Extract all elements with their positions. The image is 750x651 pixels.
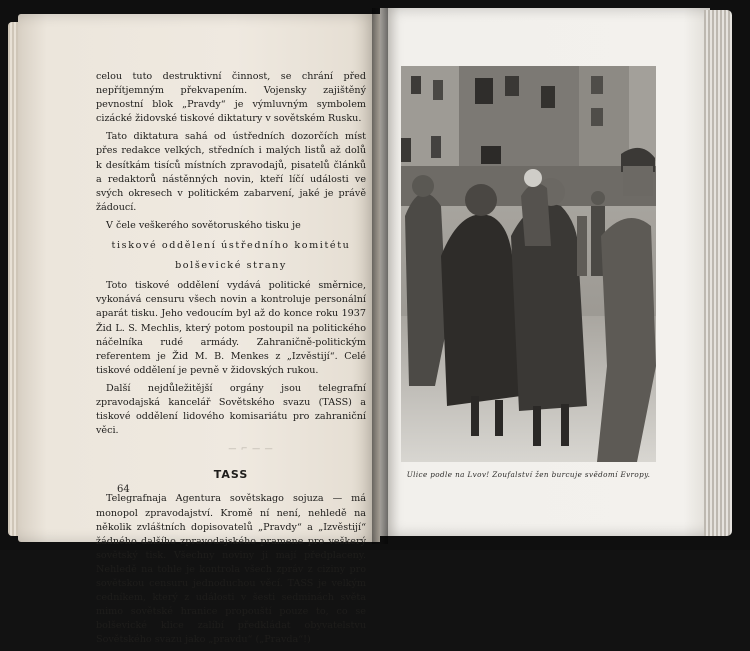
spaced-heading-line-2: bolševické strany	[175, 260, 287, 272]
photo-caption: Ulice podle na Lvov! Zoufalství žen burcuje svědomí Evropy.	[406, 470, 651, 479]
photograph	[401, 66, 656, 462]
paragraph: Telegrafnaja Agentura sovětskago sojuza — má monopol zpravodajství. Kromě ní není, nehledě na několik zvláštních dopisovatelů „Pravdy“ a „Izvěstijí“ žádného dalšího zpravodajského pramene pro veškerý sovětský tisk. Všechny noviny ji mají předplaceny. Nehledě na tohle je kontrola všech zpráv z ciziny pro sovětskou censuru jednoduchou věcí. TASS je velkým cedníkem, který z události v šesti sedminách světa mimo sovětské hranice propouští pouze to, co se bolševické klice zalíbí předkládat obyvatelstvu Sovětského svazu jako „pravdu“ („Pravda“!)	[96, 493, 366, 646]
page-number: 64	[117, 484, 130, 495]
spaced-heading-line-1: tiskové oddělení ústředního komitétu	[111, 240, 351, 252]
paragraph: Další nejdůležitější orgány jsou telegrafní zpravodajská kancelář Sovětského svazu (TASS) a tiskové oddělení lidového komisariátu pro zahraniční věci.	[96, 382, 366, 437]
paragraph: V čele veškerého sovětoruského tisku je	[106, 219, 301, 231]
paragraph: Toto tiskové oddělení vydává politické směrnice, vykonává censuru všech novin a kontroluje personální aparát tisku. Jeho vedoucím byl až do konce roku 1937 Žid L. S. Mechlis, který potom postoupil na politického náčelníka rudé armády. Zahraničně-politickým referentem je Žid M. B. Menkes z „Izvěstijí“. Celé tiskové oddělení je pevně v židovských rukou.	[96, 280, 366, 376]
left-page-text	[96, 70, 366, 651]
paragraph: Tato diktatura sahá od ústředních dozorčích míst přes redakce velkých, středních i malých listů až dolů k desítkám tisíců místních zpravodajů, pisatelů článků a redaktorů nástěnných novin, kteří líčí události ve svých okresech v politickém zabarvení, jaké je právě žádoucí.	[96, 131, 366, 213]
right-page-edge	[704, 10, 732, 536]
book-gutter	[372, 8, 388, 544]
paragraph: celou tuto destruktivní činnost, se chrání před nepřítjemným překvapením. Vojensky zajištěný pevnostní blok „Pravdy“ je výmluvným symbolem cizácké židovské tiskové diktatury v sovětském Rusku.	[96, 71, 366, 125]
section-heading: TASS	[213, 468, 249, 482]
photo-illustration	[401, 66, 656, 462]
faded-stamp: — ⌐ — —	[228, 444, 274, 454]
